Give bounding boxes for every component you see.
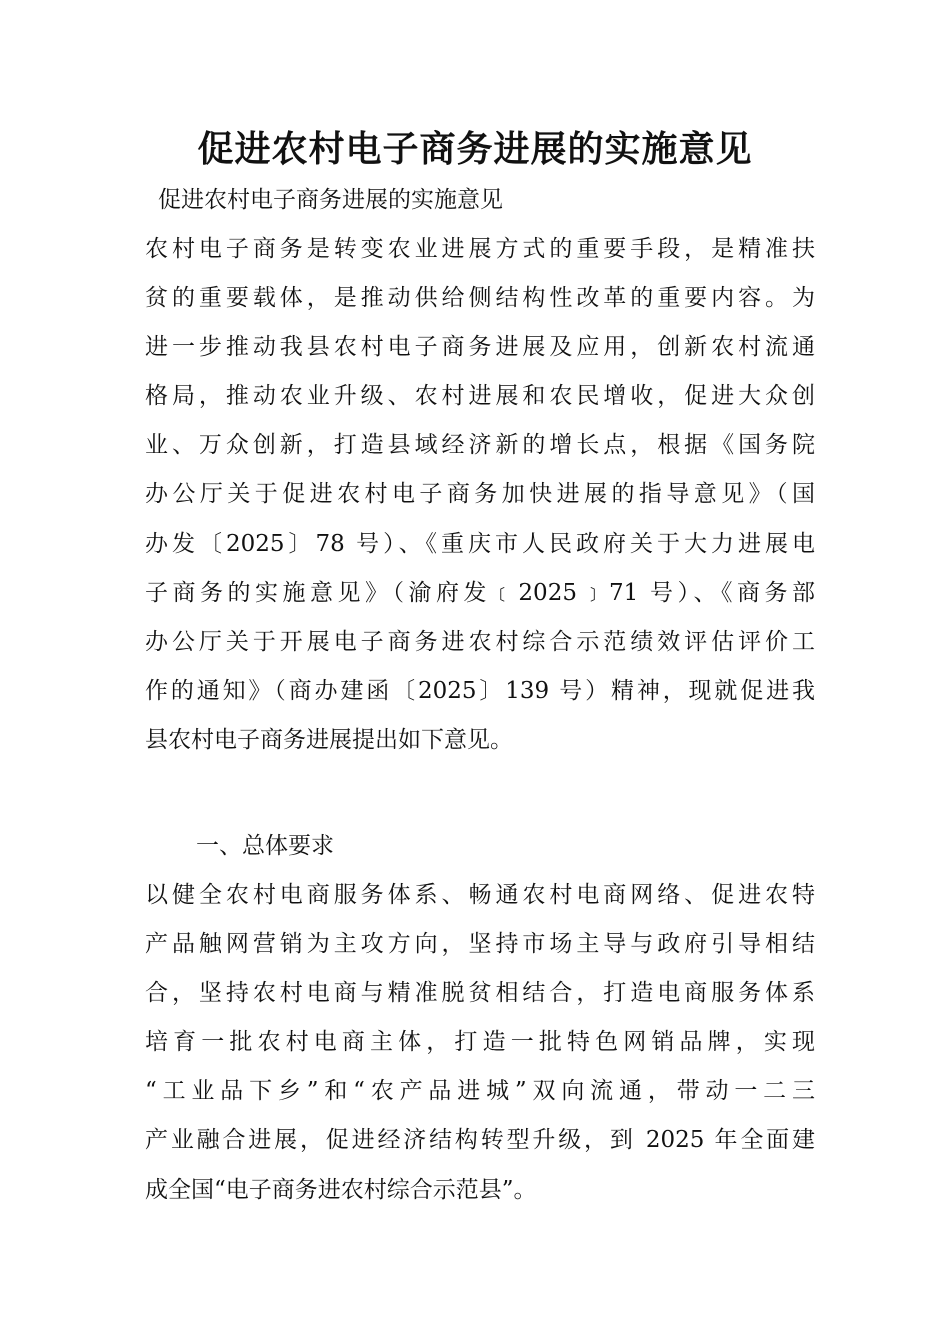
paragraph-line: 格局，推动农业升级、农村进展和农民增收，促进大众创 [145, 383, 815, 410]
paragraph-line: 办公厅关于开展电子商务进农村综合示范绩效评估评价工 [145, 628, 815, 655]
paragraph-intro [145, 225, 815, 765]
paragraph-line: 产品触网营销为主攻方向，坚持市场主导与政府引导相结 [145, 931, 815, 958]
document-subtitle: 促进农村电子商务进展的实施意见 [158, 187, 503, 213]
paragraph-line: 农村电子商务是转变农业进展方式的重要手段，是精准扶 [145, 236, 815, 262]
paragraph-line: 县农村电子商务进展提出如下意见。 [145, 726, 513, 753]
document-title: 促进农村电子商务进展的实施意见 [197, 128, 753, 170]
paragraph-line: 以健全农村电商服务体系、畅通农村电商网络、促进农特 [145, 882, 815, 908]
paragraph-line: 进一步推动我县农村电子商务进展及应用，创新农村流通 [145, 334, 815, 361]
section-heading: 一、总体要求 [196, 833, 334, 859]
paragraph-line: 子商务的实施意见》（渝府发﹝2025﹞71 号）、《商务部 [145, 579, 815, 606]
paragraph-line: 业、万众创新，打造县域经济新的增长点，根据《国务院 [145, 432, 815, 459]
paragraph-line: 合，坚持农村电商与精准脱贫相结合，打造电商服务体系 [145, 980, 815, 1007]
paragraph-line: 作的通知》（商办建函〔2025〕139 号）精神，现就促进我 [145, 677, 815, 704]
paragraph-line: 成全国“电子商务进农村综合示范县”。 [145, 1176, 537, 1203]
paragraph-line: 办发〔2025〕78 号）、《重庆市人民政府关于大力进展电 [145, 530, 815, 557]
paragraph-line: “工业品下乡”和“农产品进城”双向流通，带动一二三 [145, 1078, 815, 1105]
paragraph-general-requirements [145, 871, 815, 1215]
paragraph-line: 培育一批农村电商主体，打造一批特色网销品牌，实现 [145, 1029, 815, 1056]
paragraph-line: 产业融合进展，促进经济结构转型升级，到 2025 年全面建 [145, 1127, 815, 1154]
paragraph-line: 办公厅关于促进农村电子商务加快进展的指导意见》（国 [145, 481, 815, 508]
paragraph-line: 贫的重要载体，是推动供给侧结构性改革的重要内容。为 [145, 285, 815, 312]
